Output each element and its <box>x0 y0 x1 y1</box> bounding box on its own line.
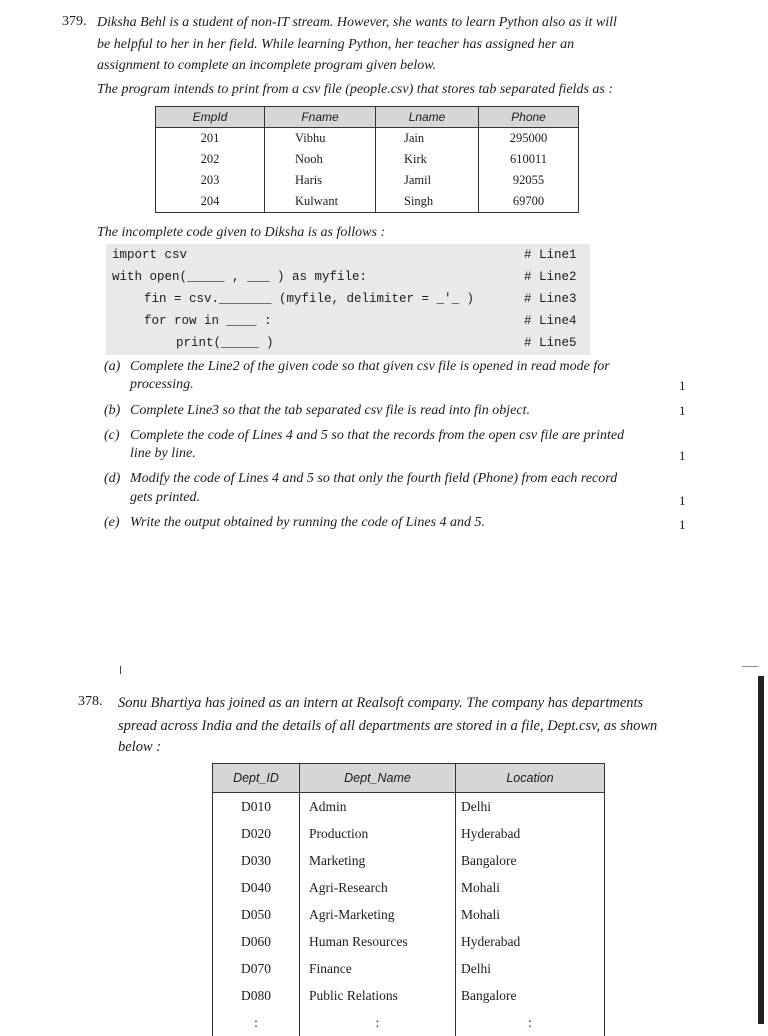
table-row <box>213 820 605 847</box>
question-379-intro-line3: assignment to complete an incomplete program given below. <box>97 58 437 73</box>
cell-location: Bangalore <box>456 847 605 874</box>
question-379-intro-line2: be helpful to her in her field. While learning Python, her teacher has assigned her an <box>97 37 575 52</box>
cell-location: Hyderabad <box>456 820 605 847</box>
sub-d-line1: Modify the code of Lines 4 and 5 so that only the fourth field (Phone) from each record <box>130 471 618 486</box>
code-comment-2: # Line2 <box>524 270 577 284</box>
page-edge-dash <box>742 666 758 667</box>
cell-location: Bangalore <box>456 982 605 1009</box>
cell-dept-id: D040 <box>213 874 300 901</box>
cell-empid: 203 <box>156 170 265 191</box>
sub-c-line2: line by line. <box>130 446 196 461</box>
sub-c-label: (c) <box>104 428 120 443</box>
cell-lname: Jamil <box>376 170 479 191</box>
table-row <box>213 901 605 928</box>
code-line-2: with open(_____ , ___ ) as myfile: <box>112 270 368 284</box>
sub-e-marks: 1 <box>679 517 686 532</box>
cell-dept-id: D050 <box>213 901 300 928</box>
sub-d-marks: 1 <box>679 493 686 508</box>
code-comment-1: # Line1 <box>524 248 577 262</box>
cell-dept-name: Production <box>300 820 456 847</box>
sub-c-marks: 1 <box>679 448 686 463</box>
col-header-fname: Fname <box>265 107 376 128</box>
table-row <box>213 928 605 955</box>
question-378-intro-line3: below : <box>118 739 162 755</box>
cell-empid: 204 <box>156 191 265 213</box>
code-line-1: import csv <box>112 248 188 262</box>
sub-b-marks: 1 <box>679 403 686 418</box>
table-row <box>213 955 605 982</box>
sub-e-line1: Write the output obtained by running the code of Lines 4 and 5. <box>130 515 486 530</box>
code-block <box>106 244 590 355</box>
table-row <box>156 191 579 213</box>
code-line-5: print(_____ ) <box>176 336 274 350</box>
cell-dept-name: Agri-Marketing <box>300 901 456 928</box>
col-header-empid: EmpId <box>156 107 265 128</box>
cell-dept-id: D060 <box>213 928 300 955</box>
question-378-intro-line2: spread across India and the details of all departments are stored in a file, Dept.csv, as shown <box>118 718 658 734</box>
cell-fname: Kulwant <box>265 191 376 213</box>
table-row-continuation <box>213 1009 605 1036</box>
book-spine-edge <box>758 676 764 1024</box>
cell-ellipsis: : <box>456 1009 605 1036</box>
col-header-dept-name: Dept_Name <box>300 764 456 793</box>
cell-phone: 295000 <box>479 128 579 150</box>
cell-fname: Vibhu <box>265 128 376 150</box>
cell-fname: Nooh <box>265 149 376 170</box>
col-header-location: Location <box>456 764 605 793</box>
cell-location: Hyderabad <box>456 928 605 955</box>
table-row <box>156 170 579 191</box>
cell-lname: Singh <box>376 191 479 213</box>
code-line-4: for row in ____ : <box>144 314 272 328</box>
table-row <box>156 128 579 150</box>
cell-phone: 610011 <box>479 149 579 170</box>
table-row <box>213 793 605 821</box>
sub-a-line1: Complete the Line2 of the given code so that given csv file is opened in read mode for <box>130 359 610 374</box>
sub-a-marks: 1 <box>679 378 686 393</box>
table-header-row <box>156 107 579 128</box>
col-header-dept-id: Dept_ID <box>213 764 300 793</box>
col-header-phone: Phone <box>479 107 579 128</box>
col-header-lname: Lname <box>376 107 479 128</box>
cell-location: Delhi <box>456 793 605 821</box>
sub-d-label: (d) <box>104 471 121 486</box>
cell-dept-name: Agri-Research <box>300 874 456 901</box>
table-row <box>213 847 605 874</box>
cell-dept-id: D010 <box>213 793 300 821</box>
cell-ellipsis: : <box>300 1009 456 1036</box>
cell-lname: Jain <box>376 128 479 150</box>
code-line-3: fin = csv._______ (myfile, delimiter = _'_ ) <box>144 292 475 306</box>
sub-b-label: (b) <box>104 403 121 418</box>
question-379-number: 379. <box>62 14 87 29</box>
cell-dept-name: Admin <box>300 793 456 821</box>
cell-dept-id: D030 <box>213 847 300 874</box>
cell-empid: 201 <box>156 128 265 150</box>
code-comment-5: # Line5 <box>524 336 577 350</box>
people-csv-table <box>155 106 579 213</box>
table-row <box>156 149 579 170</box>
cell-fname: Haris <box>265 170 376 191</box>
sub-b-line1: Complete Line3 so that the tab separated csv file is read into fin object. <box>130 403 530 418</box>
question-378-number: 378. <box>78 694 103 709</box>
sub-c-line1: Complete the code of Lines 4 and 5 so that the records from the open csv file are printed <box>130 428 625 443</box>
cell-phone: 92055 <box>479 170 579 191</box>
code-comment-3: # Line3 <box>524 292 577 306</box>
table-header-row <box>213 764 605 793</box>
page-tick-mark <box>120 666 121 674</box>
sub-d-line2: gets printed. <box>130 490 200 505</box>
cell-ellipsis: : <box>213 1009 300 1036</box>
table-row <box>213 874 605 901</box>
question-378-intro-line1: Sonu Bhartiya has joined as an intern at Realsoft company. The company has departments <box>118 695 644 711</box>
cell-phone: 69700 <box>479 191 579 213</box>
cell-location: Delhi <box>456 955 605 982</box>
cell-dept-id: D020 <box>213 820 300 847</box>
cell-location: Mohali <box>456 874 605 901</box>
sub-e-label: (e) <box>104 515 120 530</box>
cell-dept-name: Marketing <box>300 847 456 874</box>
cell-dept-id: D080 <box>213 982 300 1009</box>
dept-csv-table <box>212 763 605 1036</box>
question-379-intro-line1: Diksha Behl is a student of non-IT stream. However, she wants to learn Python also as it will <box>97 15 617 30</box>
table-row <box>213 982 605 1009</box>
cell-dept-id: D070 <box>213 955 300 982</box>
cell-dept-name: Finance <box>300 955 456 982</box>
sub-a-line2: processing. <box>130 377 194 392</box>
cell-location: Mohali <box>456 901 605 928</box>
code-intro: The incomplete code given to Diksha is as follows : <box>97 225 386 240</box>
cell-dept-name: Public Relations <box>300 982 456 1009</box>
cell-lname: Kirk <box>376 149 479 170</box>
code-comment-4: # Line4 <box>524 314 577 328</box>
cell-dept-name: Human Resources <box>300 928 456 955</box>
sub-a-label: (a) <box>104 359 121 374</box>
cell-empid: 202 <box>156 149 265 170</box>
question-379-intro-2: The program intends to print from a csv file (people.csv) that stores tab separated fields as : <box>97 82 614 97</box>
